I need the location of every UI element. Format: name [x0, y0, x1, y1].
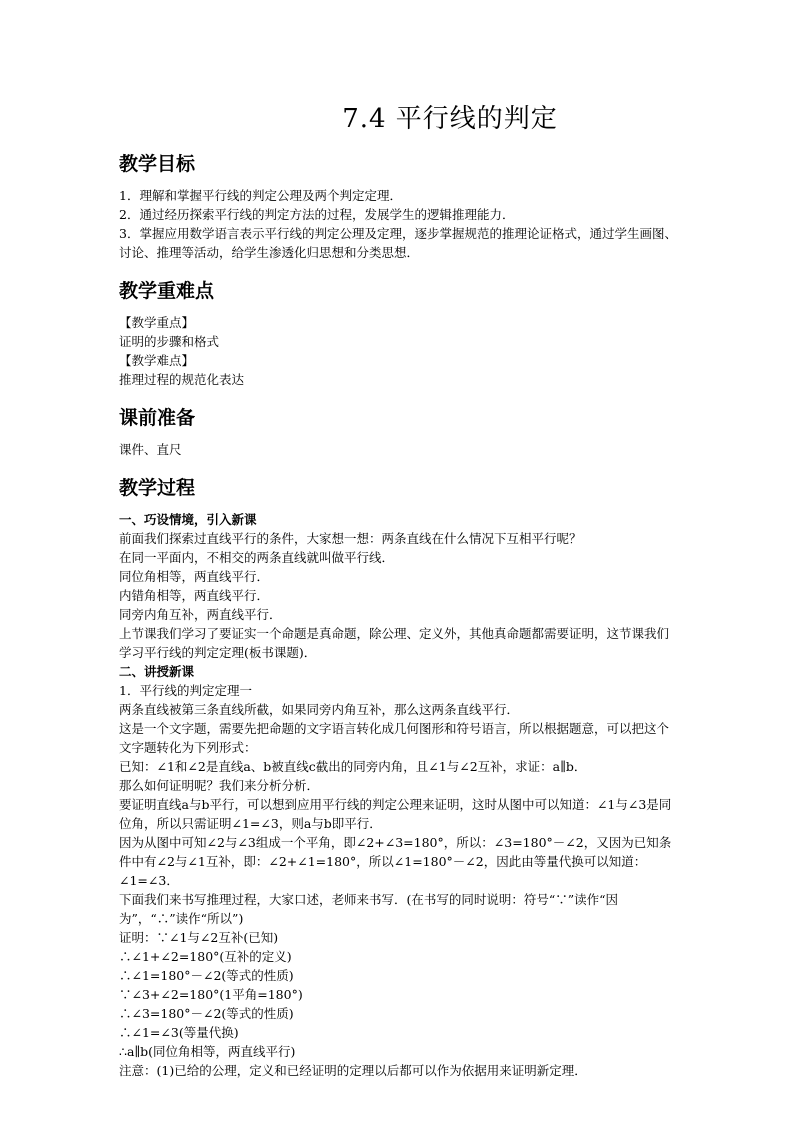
lesson-line: 已知：∠1和∠2是直线a、b被直线c截出的同旁内角，且∠1与∠2互补，求证：a∥b． — [119, 759, 587, 774]
heading-key-points: 教学重难点 — [119, 280, 215, 302]
process-line: 在同一平面内，不相交的两条直线就叫做平行线． — [119, 550, 395, 565]
process-line: 前面我们探索过直线平行的条件，大家想一想：两条直线在什么情况下互相平行呢？ — [119, 531, 582, 546]
lesson-line: 因为从图中可知∠2与∠3组成一个平角，即∠2+∠3=180°，所以：∠3=180°－∠2，又因为已知条件中有∠2与∠1互补，即：∠2+∠1=180°，所以∠1=180°－∠2，因此由等量代换可以知道：∠1=∠3． — [119, 835, 672, 888]
lesson-line: 那么如何证明呢？我们来分析分析． — [119, 778, 320, 793]
proof-line: ∴a∥b(同位角相等，两直线平行) — [119, 1044, 296, 1059]
key-point-line: 推理过程的规范化表达 — [119, 372, 245, 387]
key-point-line: 证明的步骤和格式 — [119, 334, 220, 349]
subheading-intro: 一、巧设情境，引入新课 — [119, 512, 257, 527]
heading-goals: 教学目标 — [119, 153, 196, 175]
note-line: 注意：(1)已给的公理，定义和已经证明的定理以后都可以作为依据用来证明新定理． — [119, 1063, 587, 1078]
subheading-new-lesson: 二、讲授新课 — [119, 664, 195, 679]
lesson-line: 要证明直线a与b平行，可以想到应用平行线的判定公理来证明，这时从图中可以知道：∠1与∠3是同位角，所以只需证明∠1=∠3，则a与b即平行． — [119, 797, 672, 831]
key-point-line: 【教学难点】 — [119, 353, 195, 368]
heading-prep: 课前准备 — [119, 407, 196, 429]
process-line: 同旁内角互补，两直线平行． — [119, 607, 282, 622]
goal-item: 3．掌握应用数学语言表示平行线的判定公理及定理，逐步掌握规范的推理论证格式，通过学生画图、讨论、推理等活动，给学生渗透化归思想和分类思想． — [119, 226, 677, 260]
heading-process: 教学过程 — [119, 477, 196, 499]
proof-line: ∴∠1=180°－∠2(等式的性质) — [119, 968, 294, 983]
lesson-line: 这是一个文字题，需要先把命题的文字语言转化成几何图形和符号语言，所以根据题意，可以把这个文字题转化为下列形式： — [119, 721, 670, 755]
lesson-line: 两条直线被第三条直线所截，如果同旁内角互补，那么这两条直线平行． — [119, 702, 520, 717]
process-line: 同位角相等，两直线平行． — [119, 569, 270, 584]
lesson-line: 下面我们来书写推理过程，大家口述，老师来书写．(在书写的同时说明：符号“∵”读作“因为”，“∴”读作“所以”) — [119, 892, 619, 926]
proof-line: 证明：∵∠1与∠2互补(已知) — [119, 930, 279, 945]
process-line: 内错角相等，两直线平行． — [119, 588, 270, 603]
page-title: 7.4 平行线的判定 — [342, 104, 558, 134]
goal-item: 2．通过经历探索平行线的判定方法的过程，发展学生的逻辑推理能力． — [119, 207, 515, 222]
process-line: 上节课我们学习了要证实一个命题是真命题，除公理、定义外，其他真命题都需要证明，这节课我们学习平行线的判定定理(板书课题)． — [119, 626, 670, 660]
lesson-line: 1．平行线的判定定理一 — [119, 683, 252, 698]
proof-line: ∴∠1=∠3(等量代换) — [119, 1025, 239, 1040]
proof-line: ∴∠1+∠2=180°(互补的定义) — [119, 949, 292, 964]
key-point-line: 【教学重点】 — [119, 315, 195, 330]
document-page — [119, 98, 679, 1080]
proof-line: ∴∠3=180°－∠2(等式的性质) — [119, 1006, 294, 1021]
prep-text: 课件、直尺 — [119, 442, 182, 457]
proof-line: ∵∠3+∠2=180°(1平角=180°) — [119, 987, 303, 1002]
goal-item: 1．理解和掌握平行线的判定公理及两个判定定理． — [119, 188, 402, 203]
